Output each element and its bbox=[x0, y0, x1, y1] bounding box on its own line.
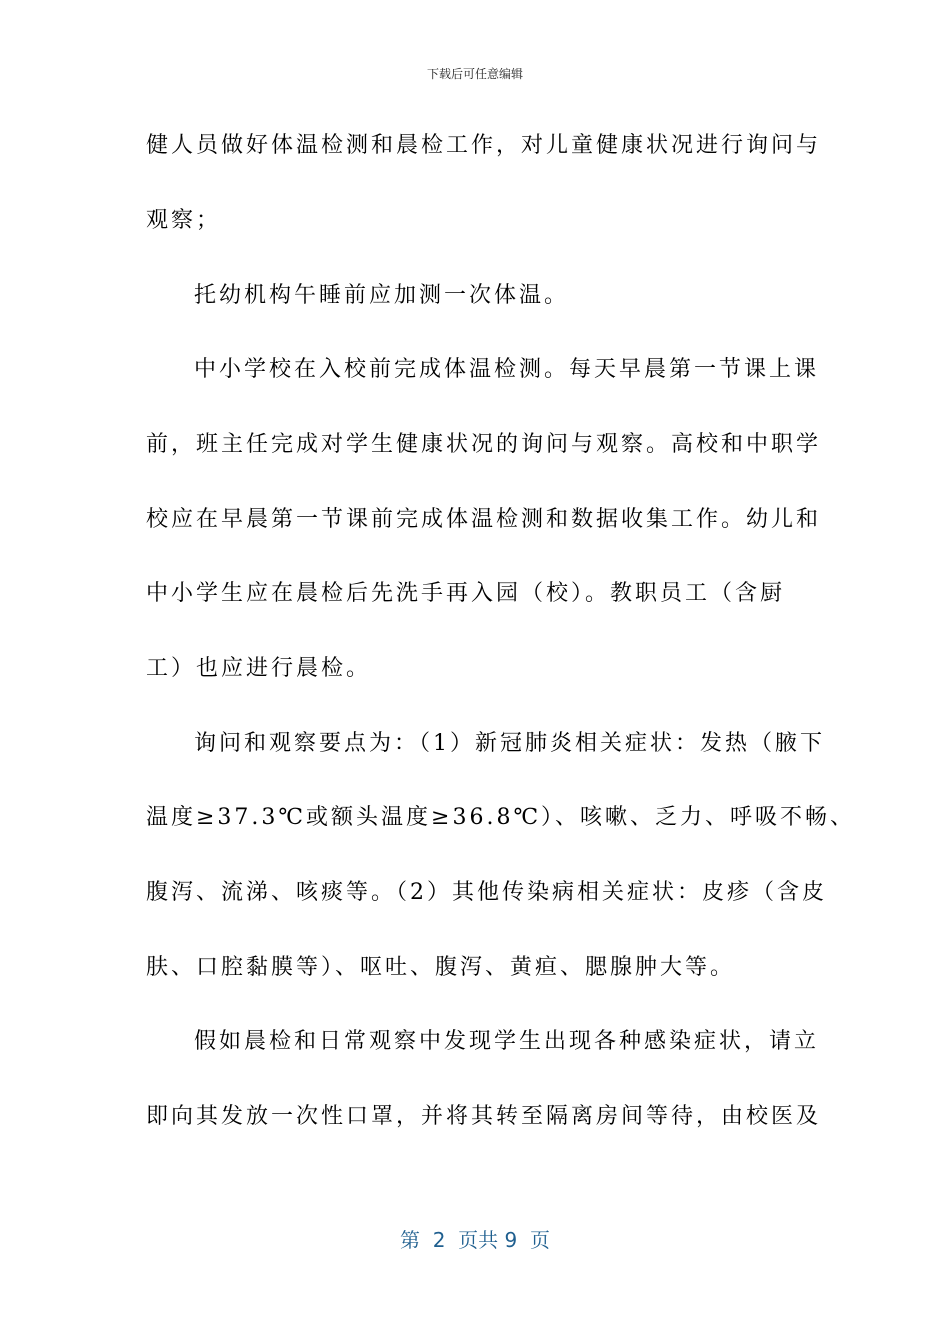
text-line: 中小学生应在晨检后先洗手再入园（校）。教职员工（含厨 bbox=[146, 581, 786, 606]
text-line: 假如晨检和日常观察中发现学生出现各种感染症状，请立 bbox=[194, 1029, 820, 1054]
text-line: 健人员做好体温检测和晨检工作，对儿童健康状况进行询问与 bbox=[146, 133, 822, 158]
text-line: 工）也应进行晨检。 bbox=[146, 656, 372, 681]
text-line: 托幼机构午睡前应加测一次体温。 bbox=[194, 283, 570, 308]
text-line: 腹泻、流涕、咳痰等。（2）其他传染病相关症状：皮疹（含皮 bbox=[146, 880, 827, 905]
page-footer: 第 2 页共 9 页 bbox=[400, 1228, 550, 1252]
text-line: 即向其发放一次性口罩，并将其转至隔离房间等待，由校医及 bbox=[146, 1104, 822, 1129]
text-line: 温度≥37.3℃或额头温度≥36.8℃）、咳嗽、乏力、呼吸不畅、 bbox=[146, 805, 856, 830]
text-line: 肤、口腔黏膜等）、呕吐、腹泻、黄疸、腮腺肿大等。 bbox=[146, 955, 736, 980]
text-line: 观察； bbox=[146, 208, 222, 233]
text-line: 中小学校在入校前完成体温检测。每天早晨第一节课上课 bbox=[194, 357, 820, 382]
text-line: 前，班主任完成对学生健康状况的询问与观察。高校和中职学 bbox=[146, 432, 822, 457]
text-line: 校应在早晨第一节课前完成体温检测和数据收集工作。幼儿和 bbox=[146, 507, 822, 532]
text-line: 询问和观察要点为：（1）新冠肺炎相关症状：发热（腋下 bbox=[194, 731, 825, 756]
page-header: 下载后可任意编辑 bbox=[426, 67, 523, 81]
